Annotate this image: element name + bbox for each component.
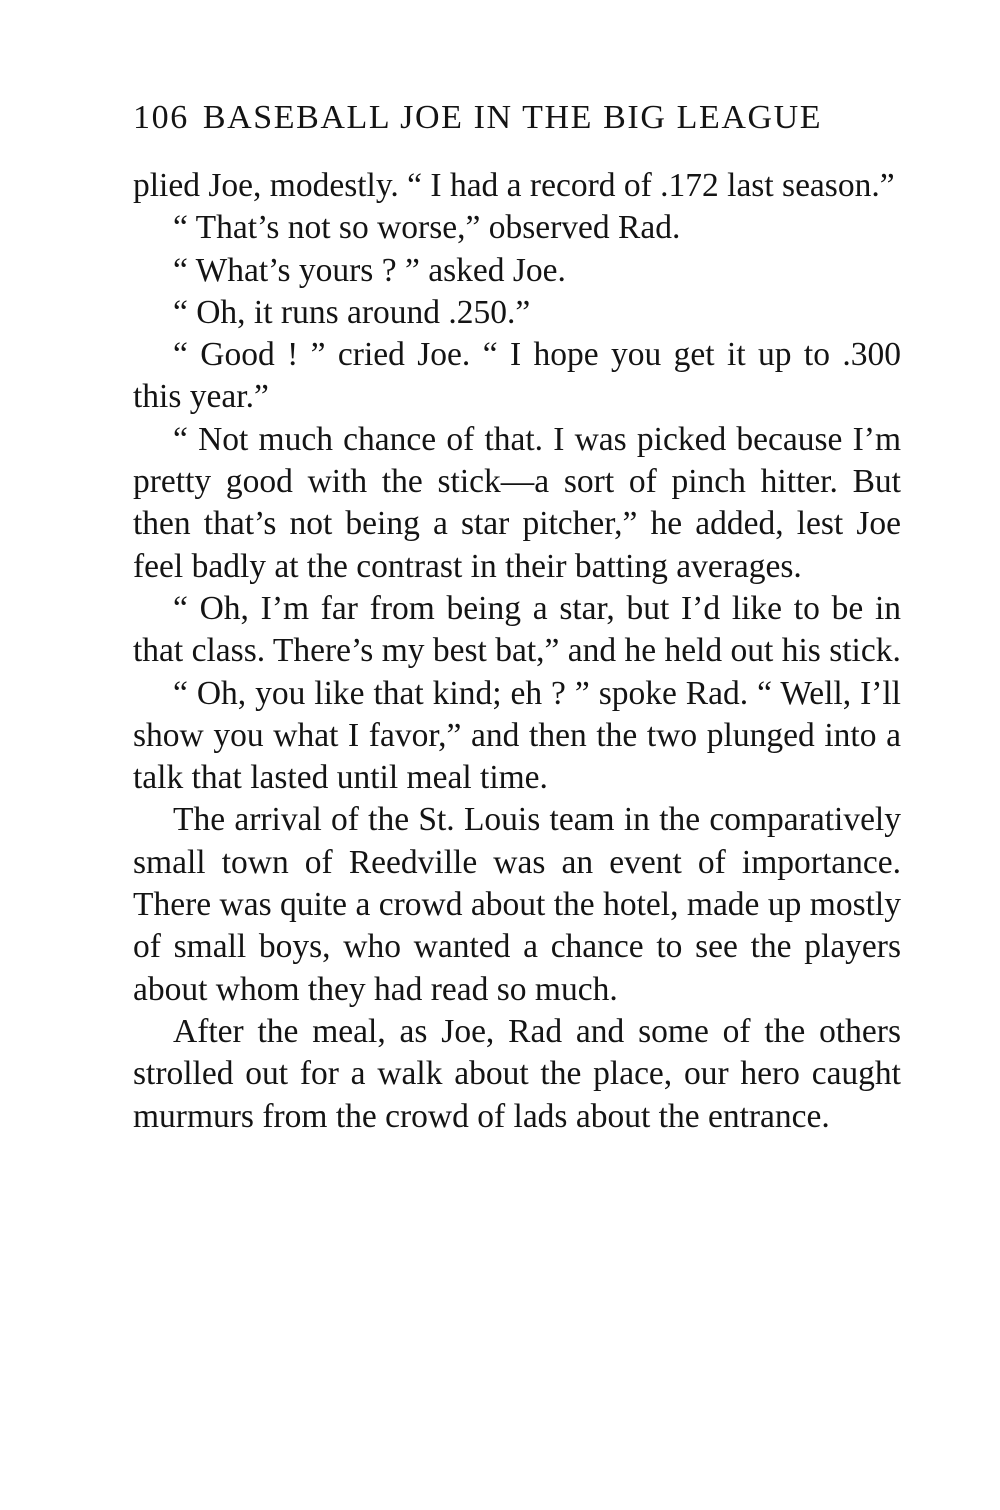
paragraph: “ That’s not so worse,” observed Rad. <box>173 209 681 247</box>
page-body <box>133 165 901 1138</box>
paragraph: “ Oh, it runs around .250.” <box>173 293 531 331</box>
paragraph: The arrival of the St. Louis team in the comparatively small town of Reedville was an event of importance. There was quite a crowd about the hotel, made up mostly of small boys, who wanted a chance to see the players about whom they had read so much. <box>133 801 901 1008</box>
paragraph: “ Good ! ” cried Joe. “ I hope you get it up to .300 this year.” <box>133 336 901 416</box>
paragraph: “ Not much chance of that. I was picked because I’m pretty good with the stick—a sort of pinch hitter. But then that’s not being a star pitcher,” he added, lest Joe feel badly at the contrast in their batting averages. <box>133 420 901 585</box>
paragraph: “ What’s yours ? ” asked Joe. <box>173 251 566 289</box>
page-number: 106 <box>133 99 189 136</box>
running-title: BASEBALL JOE IN THE BIG LEAGUE <box>202 99 823 136</box>
paragraph: After the meal, as Joe, Rad and some of the others strolled out for a walk about the place, our hero caught murmurs from the crowd of lads about the entrance. <box>133 1012 901 1135</box>
paragraph: plied Joe, modestly. “ I had a record of .172 last season.” <box>133 167 895 204</box>
paragraph: “ Oh, I’m far from being a star, but I’d like to be in that class. There’s my best bat,” and he held out his stick. <box>133 589 901 670</box>
paragraph: “ Oh, you like that kind; eh ? ” spoke Rad. “ Well, I’ll show you what I favor,” and then the two plunged into a talk that lasted until meal time. <box>133 674 901 797</box>
running-header <box>133 96 901 140</box>
